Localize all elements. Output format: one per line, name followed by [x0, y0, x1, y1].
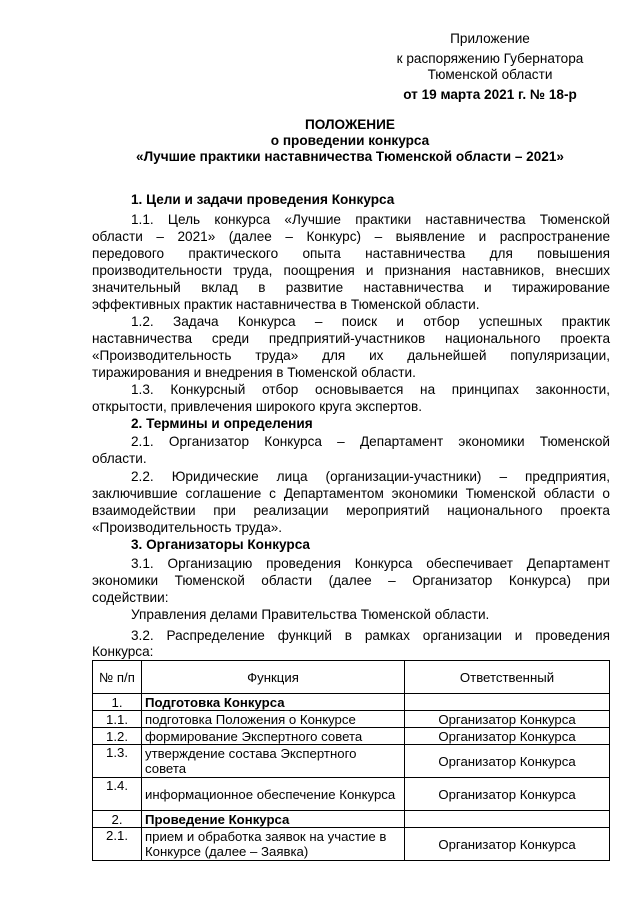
title-sub: о проведении конкурса	[270, 133, 430, 148]
section3-heading: 3. Организаторы Конкурса	[131, 537, 310, 552]
table-header-row	[93, 661, 610, 694]
title-main: ПОЛОЖЕНИЕ	[305, 117, 395, 132]
table-row: 1.3. утверждение состава Экспертного совета Организатор Конкурса	[93, 745, 610, 778]
table-row: 2.1. прием и обработка заявок на участие в Конкурсе (далее – Заявка) Организатор Конкурса	[93, 828, 610, 861]
table-row: 1.2. формирование Экспертного совета Организатор Конкурса	[93, 728, 610, 745]
header-function: Функция	[142, 661, 405, 694]
table-row: 1. Подготовка Конкурса	[93, 694, 610, 711]
header-num: № п/п	[93, 661, 142, 694]
header-date-number: от 19 марта 2021 г. № 18-р	[403, 87, 577, 102]
table-row: 1.1. подготовка Положения о Конкурсе Организатор Конкурса	[93, 711, 610, 728]
header-appendix: Приложение	[450, 31, 530, 46]
header-order-ref: к распоряжению Губернатора	[396, 51, 584, 66]
section3-paragraph-2: Управления делами Правительства Тюменской области.	[131, 607, 490, 622]
functions-table	[92, 660, 610, 861]
title-contest-name: «Лучшие практики наставничества Тюменской области – 2021»	[136, 149, 564, 164]
section2-heading: 2. Термины и определения	[131, 416, 313, 431]
section1-heading: 1. Цели и задачи проведения Конкурса	[131, 192, 395, 207]
table-row: 2. Проведение Конкурса	[93, 811, 610, 828]
table-row: 1.4. информационное обеспечение Конкурса Организатор Конкурса	[93, 778, 610, 811]
header-responsible: Ответственный	[405, 661, 610, 694]
header-region: Тюменской области	[427, 67, 553, 82]
